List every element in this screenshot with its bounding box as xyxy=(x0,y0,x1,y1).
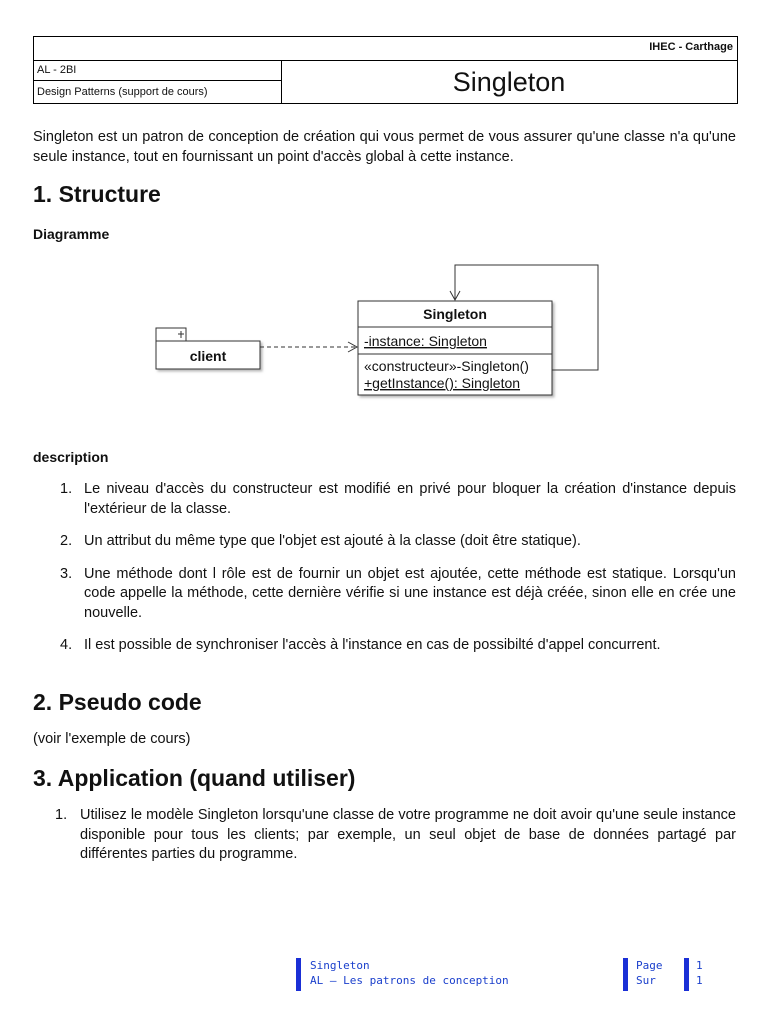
singleton-attribute: -instance: Singleton xyxy=(364,333,487,349)
footer-page-label: Page xyxy=(636,959,663,972)
list-item: 3. Une méthode dont l rôle est de fournir un objet est ajoutée, cette méthode est statique. Lorsqu'un code appelle la méthode, cette dernière vérifie si une instance est déjà créée, sinon elle en crée une nouvelle. xyxy=(60,565,736,621)
footer-doc-subtitle: AL – Les patrons de conception xyxy=(310,974,509,987)
singleton-class xyxy=(358,301,552,395)
footer-page-labels xyxy=(636,958,663,988)
intro-paragraph: Singleton est un patron de conception de création qui vous permet de vous assurer qu'une classe n'a qu'une seule instance, tout en fournissant un point d'accès global à cette instance. xyxy=(33,129,736,165)
description-label: description xyxy=(33,449,109,465)
document-title: Singleton xyxy=(452,67,566,97)
pseudo-code-note: (voir l'exemple de cours) xyxy=(33,731,191,747)
list-item: 2. Un attribut du même type que l'objet est ajouté à la classe (doit être statique). xyxy=(60,533,581,549)
footer-page-number: 1 xyxy=(696,959,703,972)
footer-doc-info xyxy=(310,958,509,988)
client-component xyxy=(156,328,260,369)
footer-accent-bar xyxy=(623,958,628,991)
course-code: AL - 2BI xyxy=(34,60,281,81)
footer-page-numbers xyxy=(696,958,703,988)
singleton-method: +getInstance(): Singleton xyxy=(364,375,521,391)
section-pseudo-heading: 2. Pseudo code xyxy=(33,689,202,715)
institution-name: IHEC - Carthage xyxy=(649,41,733,53)
document-header xyxy=(33,36,738,104)
singleton-constructor: «constructeur»-Singleton() xyxy=(364,358,529,374)
diagram-label: Diagramme xyxy=(33,226,110,242)
uml-class-diagram xyxy=(150,258,610,408)
list-item: 1. Le niveau d'accès du constructeur est modifié en privé pour bloquer la création d'instance depuis l'extérieur de la classe. xyxy=(60,481,736,517)
list-item: 1. Utilisez le modèle Singleton lorsqu'une classe de votre programme ne doit avoir qu'une seule instance disponible pour tous les clients; par exemple, un seul objet de base de données partagé par différentes parties du programme. xyxy=(55,807,736,862)
footer-accent-bar xyxy=(296,958,301,991)
footer-doc-title: Singleton xyxy=(310,959,370,972)
footer-accent-bar xyxy=(684,958,689,991)
course-name: Design Patterns (support de cours) xyxy=(37,86,208,98)
footer-of-label: Sur xyxy=(636,974,656,987)
list-item: 4. Il est possible de synchroniser l'accès à l'instance en cas de possibilté d'appel concurrent. xyxy=(60,637,661,653)
footer-total-pages: 1 xyxy=(696,974,703,987)
client-label: client xyxy=(189,348,227,364)
singleton-class-name: Singleton xyxy=(423,306,487,322)
header-top-row xyxy=(34,37,737,61)
header-course-info xyxy=(34,60,282,103)
description-list xyxy=(33,480,736,656)
section-application-heading: 3. Application (quand utiliser) xyxy=(33,765,356,791)
section-structure-heading: 1. Structure xyxy=(33,181,161,207)
application-list xyxy=(33,806,736,865)
